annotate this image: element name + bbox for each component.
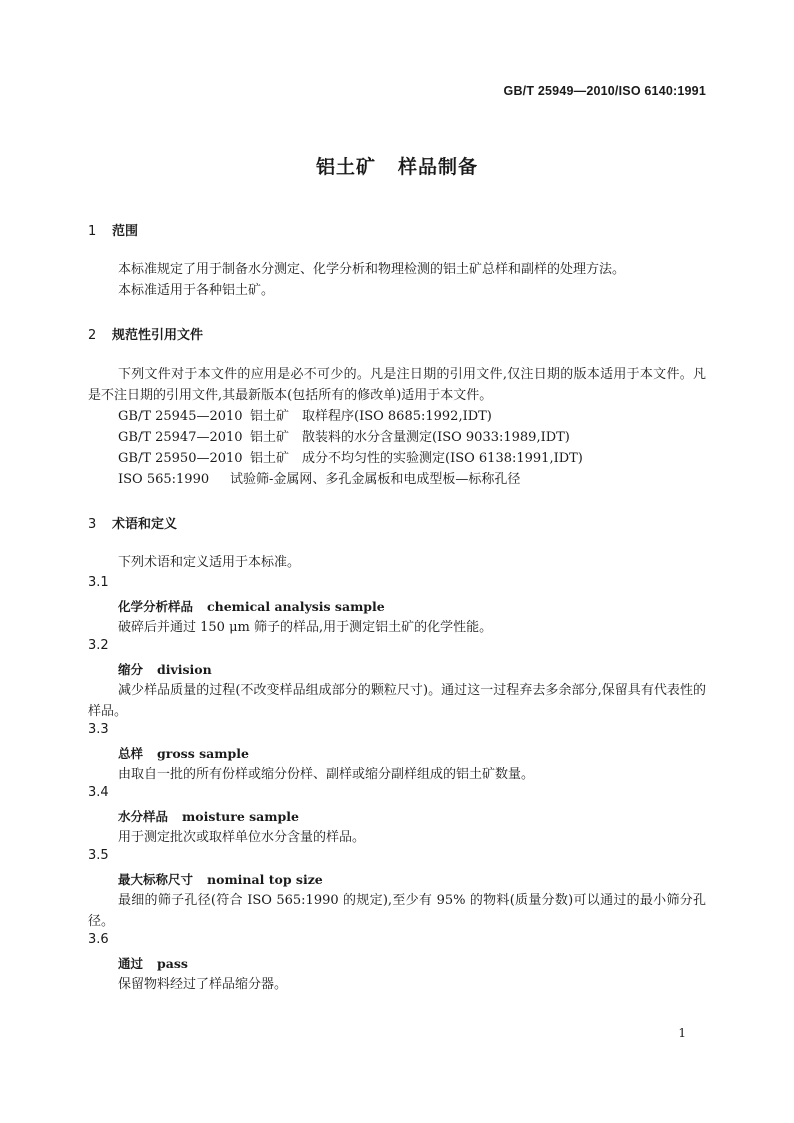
- term-zh: 缩分: [118, 662, 144, 677]
- section-3-heading: [88, 513, 177, 532]
- reference-code: GB/T 25945—2010: [118, 409, 243, 424]
- term-zh: 水分样品: [118, 809, 169, 824]
- section-1-heading: [88, 220, 138, 239]
- term-number: 3.4: [88, 785, 109, 800]
- document-code: GB/T 25949—2010/ISO 6140:1991: [503, 84, 706, 98]
- page-number: 1: [678, 1026, 686, 1040]
- section-2-intro: 下列文件对于本文件的应用是必不可少的。凡是注日期的引用文件,仅注日期的版本适用于本文件。凡是不注日期的引用文件,其最新版本(包括所有的修改单)适用于本文件。: [88, 367, 706, 403]
- term-definition: 最细的筛子孔径(符合 ISO 565:1990 的规定),至少有 95% 的物料(质量分数)可以通过的最小筛分孔径。: [88, 893, 706, 929]
- section-title: 规范性引用文件: [112, 328, 204, 343]
- reference-item: [118, 448, 583, 469]
- term-number: 3.3: [88, 722, 109, 737]
- term-number: 3.6: [88, 932, 109, 947]
- section-title: 范围: [112, 224, 139, 239]
- term-heading: [118, 660, 212, 678]
- term-definition: 保留物料经过了样品缩分器。: [118, 977, 288, 992]
- title-part-1: 铝土矿: [315, 156, 376, 178]
- term-en: pass: [157, 956, 188, 971]
- section-1-paragraph-2: 本标准适用于各种铝土矿。: [118, 283, 275, 298]
- term-en: chemical analysis sample: [207, 599, 385, 614]
- term-definition: 用于测定批次或取样单位水分含量的样品。: [118, 830, 366, 845]
- reference-item: [118, 406, 492, 427]
- section-number: 1: [88, 224, 97, 239]
- term-heading: [118, 744, 249, 762]
- term-number: 3.2: [88, 638, 109, 653]
- section-2-heading: [88, 324, 203, 343]
- reference-item: [118, 427, 570, 448]
- section-number: 3: [88, 517, 97, 532]
- term-zh: 化学分析样品: [118, 599, 194, 614]
- term-en: division: [157, 662, 212, 677]
- reference-code: GB/T 25947—2010: [118, 430, 243, 445]
- term-en: gross sample: [157, 746, 249, 761]
- term-en: nominal top size: [207, 872, 323, 887]
- term-heading: [118, 954, 188, 972]
- term-definition: 破碎后并通过 150 μm 筛子的样品,用于测定铝土矿的化学性能。: [118, 620, 493, 635]
- title-part-2: 样品制备: [398, 156, 479, 178]
- section-number: 2: [88, 328, 97, 343]
- term-zh: 最大标称尺寸: [118, 872, 194, 887]
- term-definition: 减少样品质量的过程(不改变样品组成部分的颗粒尺寸)。通过这一过程弃去多余部分,保留具有代表性的样品。: [88, 683, 706, 719]
- term-number: 3.1: [88, 575, 109, 590]
- term-en: moisture sample: [182, 809, 299, 824]
- section-title: 术语和定义: [112, 517, 178, 532]
- reference-title: 铝土矿 取样程序(ISO 8685:1992,IDT): [250, 409, 492, 424]
- term-definition: 由取自一批的所有份样或缩分份样、副样或缩分副样组成的铝土矿数量。: [118, 767, 535, 782]
- reference-code: GB/T 25950—2010: [118, 451, 243, 466]
- term-heading: [118, 870, 323, 888]
- reference-title: 试验筛-金属网、多孔金属板和电成型板—标称孔径: [230, 472, 521, 487]
- reference-title: 铝土矿 成分不均匀性的实验测定(ISO 6138:1991,IDT): [250, 451, 583, 466]
- document-title: [0, 152, 794, 179]
- term-number: 3.5: [88, 848, 109, 863]
- reference-code: ISO 565:1990: [118, 472, 210, 487]
- term-zh: 总样: [118, 746, 144, 761]
- section-3-intro: 下列术语和定义适用于本标准。: [118, 555, 301, 570]
- reference-item: [118, 469, 520, 490]
- term-zh: 通过: [118, 956, 144, 971]
- section-1-paragraph-1: 本标准规定了用于制备水分测定、化学分析和物理检测的铝土矿总样和副样的处理方法。: [118, 262, 626, 277]
- term-heading: [118, 807, 299, 825]
- reference-title: 铝土矿 散装料的水分含量测定(ISO 9033:1989,IDT): [250, 430, 570, 445]
- term-heading: [118, 597, 385, 615]
